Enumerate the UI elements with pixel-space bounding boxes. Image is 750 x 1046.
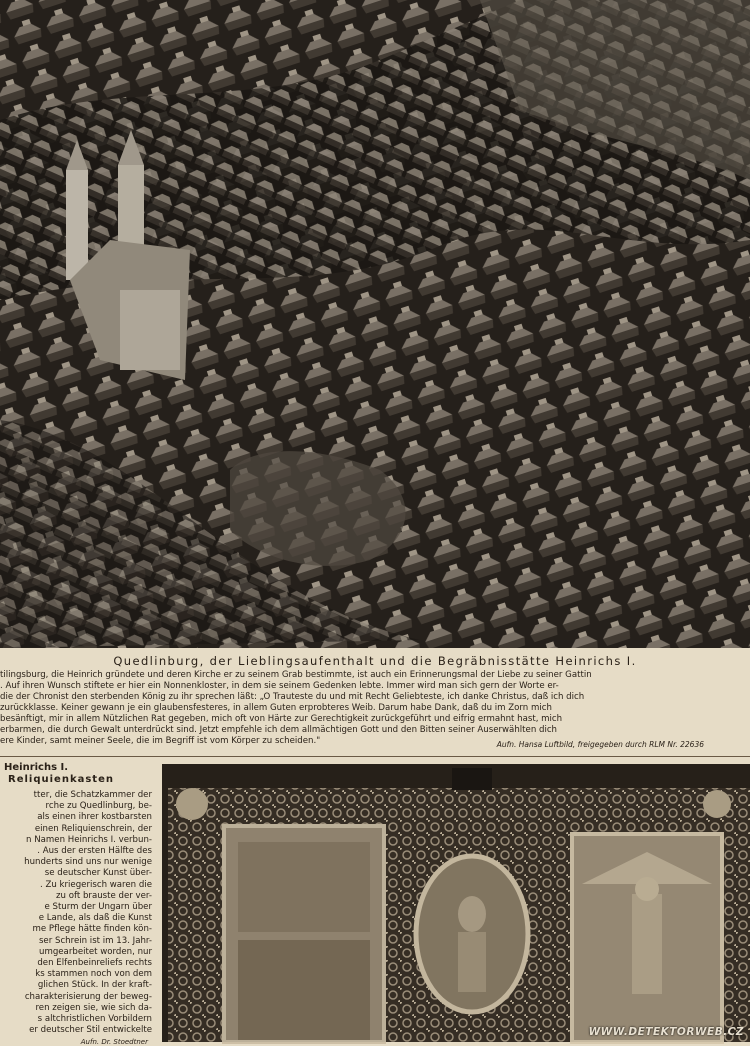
caption-line: besänftigt, mir in allem Nützlichen Rat gegeben, mich oft von Härte zur Gerechtigkeit zurückgeführt und eifrig ermahnt hast, mich — [0, 714, 563, 724]
article-photo-credit: Aufn. Dr. Stoedtner — [80, 1038, 148, 1046]
article-line: zu oft brauste der ver- — [56, 890, 152, 901]
caption-line: erbarmen, die durch Gewalt unterdrückt sind. Jetzt empfehle ich dem allmächtigen Gott und den Bitten seiner Auserwählten dich — [0, 725, 558, 735]
article-line: me Pflege hätte finden kön- — [32, 924, 152, 935]
article-line: er deutscher Stil entwickelte — [29, 1025, 152, 1036]
article-line: einen Reliquienschrein, der — [34, 823, 152, 834]
article-line: umgearbeitet worden, nur — [39, 946, 152, 957]
article-line: ks stammen noch von dem — [35, 969, 152, 980]
article-line: s altchristlichen Vorbildern — [37, 1014, 152, 1025]
article-line: . Zu kriegerisch waren die — [40, 879, 152, 890]
article-line: als einen ihrer kostbarsten — [37, 812, 152, 823]
article-heading: Heinrichs I. — [4, 762, 69, 773]
caption-line: die der Chronist den sterbenden König zu ihr sprechen läßt: „O Trauteste du und mit Recht Geliebteste, ich danke Christus, daß ich dich — [0, 692, 585, 702]
article-line: e Sturm der Ungarn über — [44, 902, 152, 913]
article-line: n Namen Heinrichs I. verbun- — [26, 834, 152, 845]
article-line: . Aus der ersten Hälfte des — [37, 846, 152, 857]
section-divider — [0, 756, 750, 757]
reliquary-article — [0, 762, 156, 1046]
caption-line: ere Kinder, samt meiner Seele, die im Begriff ist vom Körper zu scheiden." — [0, 736, 321, 746]
caption-line: zurückklasse. Keiner gewann je ein glaubensfesteres, in allem Guten erprobteres Weib. Darum habe Dank, daß du im Zorn mich — [0, 703, 552, 713]
article-line: ren zeigen sie, wie sich da- — [35, 1002, 152, 1013]
reliquary-photo-icon — [162, 764, 750, 1042]
article-line: den Elfenbeinreliefs rechts — [37, 958, 152, 969]
article-line: ser Schrein ist im 13. Jahr- — [38, 935, 152, 946]
reliquary-photo — [162, 764, 750, 1042]
article-subheading: Reliquienkasten — [8, 774, 114, 785]
photo-credit-top: Aufn. Hansa Luftbild, freigegeben durch RLM Nr. 22636 — [496, 740, 704, 749]
photo-caption-body — [0, 670, 742, 747]
article-body — [0, 790, 156, 1036]
caption-line: . Auf ihren Wunsch stiftete er hier ein Nonnenkloster, in dem sie seinem Gedenken lebte. Immer wird man sich gern der Worte er- — [0, 681, 559, 691]
article-line: glichen Stück. In der kraft- — [37, 980, 152, 991]
article-line: hunderts sind uns nur wenige — [24, 857, 152, 868]
article-line: se deutscher Kunst über- — [44, 868, 152, 879]
article-line: tter, die Schatzkammer der — [33, 790, 152, 800]
article-line: charakterisierung der beweg- — [24, 991, 152, 1002]
photo-caption-title: Quedlinburg, der Lieblingsaufenthalt und die Begräbnisstätte Heinrichs I. — [113, 654, 637, 668]
caption-line: tilingsburg, die Heinrich gründete und deren Kirche er zu seinem Grab bestimmte, ist auch ein Erinnerungsmal der Liebe zu seiner Gattin — [0, 670, 592, 680]
article-line: e Lande, als daß die Kunst — [38, 913, 152, 924]
article-line: rche zu Quedlinburg, be- — [45, 801, 152, 812]
watermark-text: WWW.DETEKTORWEB.CZ — [588, 1026, 744, 1038]
